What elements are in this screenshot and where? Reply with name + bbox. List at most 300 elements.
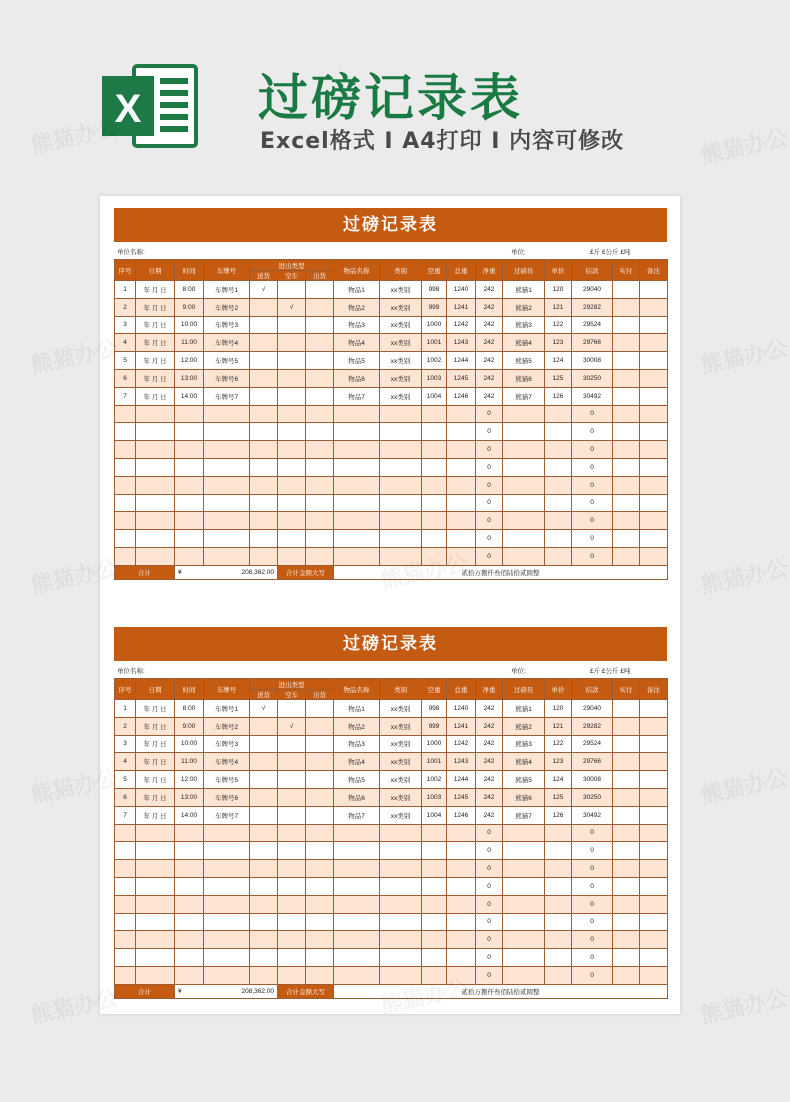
cell-category[interactable]: xx类别 (380, 788, 422, 806)
cell-date[interactable] (136, 966, 175, 984)
cell-price[interactable]: 126 (545, 806, 572, 824)
cell-tare[interactable]: 1000 (422, 735, 447, 753)
cell-empty[interactable] (278, 913, 306, 931)
cell-price[interactable] (545, 842, 572, 860)
cell-empty[interactable] (278, 369, 306, 387)
cell-weigher[interactable]: 熊猫4 (503, 753, 545, 771)
cell-date[interactable] (136, 405, 175, 423)
cell-out[interactable] (306, 735, 334, 753)
cell-empty[interactable] (278, 824, 306, 842)
cell-weigher[interactable] (503, 895, 545, 913)
cell-category[interactable]: xx类别 (380, 753, 422, 771)
cell-tare[interactable] (422, 966, 447, 984)
cell-category[interactable] (380, 441, 422, 459)
cell-plate[interactable]: 车牌号3 (204, 735, 250, 753)
cell-date[interactable] (136, 547, 175, 565)
cell-weigher[interactable] (503, 913, 545, 931)
cell-note[interactable] (640, 512, 668, 530)
cell-date[interactable] (136, 860, 175, 878)
cell-note[interactable] (640, 717, 668, 735)
cell-out[interactable] (306, 931, 334, 949)
cell-item[interactable] (334, 949, 380, 967)
cell-weigher[interactable]: 熊猫6 (503, 369, 545, 387)
cell-price[interactable]: 124 (545, 352, 572, 370)
cell-send[interactable] (250, 931, 278, 949)
cell-date[interactable] (136, 512, 175, 530)
cell-item[interactable] (334, 476, 380, 494)
cell-gross[interactable]: 1244 (447, 771, 476, 789)
total-amount[interactable]: 208,362.00 (204, 565, 278, 579)
cell-plate[interactable]: 车牌号6 (204, 369, 250, 387)
cell-gross[interactable]: 1245 (447, 788, 476, 806)
cell-note[interactable] (640, 547, 668, 565)
cell-weigher[interactable]: 熊猫5 (503, 352, 545, 370)
cell-gross[interactable] (447, 458, 476, 476)
cell-date[interactable] (136, 458, 175, 476)
cell-price[interactable]: 124 (545, 771, 572, 789)
cell-time[interactable] (175, 547, 204, 565)
cell-note[interactable] (640, 494, 668, 512)
cell-price[interactable]: 125 (545, 788, 572, 806)
cell-weigher[interactable]: 熊猫4 (503, 334, 545, 352)
amount-in-words-value[interactable]: 贰拾万捌仟叁佰陆拾贰圆整 (334, 565, 668, 579)
cell-gross[interactable]: 1243 (447, 753, 476, 771)
cell-gross[interactable] (447, 895, 476, 913)
cell-tare[interactable] (422, 895, 447, 913)
cell-item[interactable]: 物品7 (334, 387, 380, 405)
cell-item[interactable]: 物品5 (334, 771, 380, 789)
cell-price[interactable]: 122 (545, 735, 572, 753)
cell-empty[interactable] (278, 476, 306, 494)
cell-plate[interactable] (204, 931, 250, 949)
cell-plate[interactable] (204, 476, 250, 494)
cell-note[interactable] (640, 931, 668, 949)
cell-plate[interactable] (204, 512, 250, 530)
cell-time[interactable] (175, 913, 204, 931)
cell-item[interactable] (334, 895, 380, 913)
cell-tare[interactable] (422, 458, 447, 476)
cell-time[interactable]: 13:00 (175, 788, 204, 806)
cell-note[interactable] (640, 788, 668, 806)
cell-plate[interactable] (204, 458, 250, 476)
cell-item[interactable] (334, 966, 380, 984)
cell-price[interactable]: 122 (545, 316, 572, 334)
cell-category[interactable]: xx类别 (380, 352, 422, 370)
cell-plate[interactable] (204, 895, 250, 913)
cell-category[interactable] (380, 512, 422, 530)
cell-gross[interactable] (447, 405, 476, 423)
cell-time[interactable] (175, 895, 204, 913)
cell-out[interactable] (306, 700, 334, 718)
cell-actual[interactable] (613, 931, 640, 949)
cell-date[interactable] (136, 913, 175, 931)
cell-note[interactable] (640, 405, 668, 423)
cell-empty[interactable] (278, 316, 306, 334)
cell-empty[interactable] (278, 771, 306, 789)
cell-out[interactable] (306, 530, 334, 548)
cell-item[interactable] (334, 824, 380, 842)
cell-weigher[interactable] (503, 512, 545, 530)
cell-out[interactable] (306, 788, 334, 806)
cell-tare[interactable] (422, 476, 447, 494)
cell-gross[interactable]: 1241 (447, 298, 476, 316)
cell-plate[interactable]: 车牌号6 (204, 788, 250, 806)
cell-category[interactable]: xx类别 (380, 334, 422, 352)
cell-out[interactable] (306, 512, 334, 530)
cell-send[interactable] (250, 860, 278, 878)
cell-out[interactable] (306, 717, 334, 735)
cell-gross[interactable]: 1246 (447, 387, 476, 405)
cell-time[interactable]: 12:00 (175, 352, 204, 370)
cell-note[interactable] (640, 895, 668, 913)
cell-price[interactable] (545, 966, 572, 984)
cell-tare[interactable] (422, 405, 447, 423)
cell-empty[interactable] (278, 788, 306, 806)
cell-price[interactable] (545, 877, 572, 895)
cell-price[interactable] (545, 512, 572, 530)
cell-price[interactable]: 123 (545, 334, 572, 352)
cell-actual[interactable] (613, 352, 640, 370)
cell-actual[interactable] (613, 877, 640, 895)
cell-item[interactable]: 物品1 (334, 281, 380, 299)
cell-weigher[interactable]: 熊猫6 (503, 788, 545, 806)
cell-actual[interactable] (613, 476, 640, 494)
cell-date[interactable] (136, 895, 175, 913)
cell-empty[interactable] (278, 735, 306, 753)
cell-item[interactable] (334, 931, 380, 949)
cell-item[interactable]: 物品5 (334, 352, 380, 370)
cell-send[interactable] (250, 966, 278, 984)
cell-note[interactable] (640, 771, 668, 789)
cell-send[interactable] (250, 530, 278, 548)
cell-send[interactable] (250, 298, 278, 316)
cell-item[interactable] (334, 405, 380, 423)
cell-out[interactable] (306, 494, 334, 512)
cell-weigher[interactable] (503, 458, 545, 476)
cell-empty[interactable]: √ (278, 717, 306, 735)
cell-empty[interactable] (278, 494, 306, 512)
cell-item[interactable] (334, 423, 380, 441)
cell-item[interactable] (334, 547, 380, 565)
cell-weigher[interactable]: 熊猫2 (503, 717, 545, 735)
cell-time[interactable]: 10:00 (175, 735, 204, 753)
cell-plate[interactable] (204, 530, 250, 548)
cell-out[interactable] (306, 913, 334, 931)
cell-category[interactable]: xx类别 (380, 316, 422, 334)
cell-note[interactable] (640, 806, 668, 824)
cell-tare[interactable]: 1001 (422, 753, 447, 771)
cell-weigher[interactable] (503, 949, 545, 967)
cell-item[interactable]: 物品2 (334, 298, 380, 316)
cell-send[interactable] (250, 316, 278, 334)
cell-item[interactable]: 物品2 (334, 717, 380, 735)
cell-item[interactable]: 物品1 (334, 700, 380, 718)
cell-gross[interactable] (447, 423, 476, 441)
cell-time[interactable]: 10:00 (175, 316, 204, 334)
cell-note[interactable] (640, 913, 668, 931)
cell-actual[interactable] (613, 824, 640, 842)
cell-gross[interactable]: 1240 (447, 281, 476, 299)
cell-price[interactable]: 123 (545, 753, 572, 771)
cell-item[interactable]: 物品3 (334, 735, 380, 753)
cell-out[interactable] (306, 405, 334, 423)
cell-weigher[interactable] (503, 423, 545, 441)
cell-price[interactable] (545, 494, 572, 512)
cell-empty[interactable] (278, 949, 306, 967)
cell-note[interactable] (640, 877, 668, 895)
cell-send[interactable] (250, 895, 278, 913)
cell-price[interactable]: 120 (545, 700, 572, 718)
cell-time[interactable]: 12:00 (175, 771, 204, 789)
cell-note[interactable] (640, 700, 668, 718)
cell-gross[interactable] (447, 530, 476, 548)
cell-tare[interactable]: 1000 (422, 316, 447, 334)
cell-date[interactable]: 年 月 日 (136, 352, 175, 370)
cell-actual[interactable] (613, 530, 640, 548)
cell-weigher[interactable]: 熊猫3 (503, 735, 545, 753)
cell-time[interactable] (175, 931, 204, 949)
cell-empty[interactable] (278, 458, 306, 476)
cell-tare[interactable] (422, 913, 447, 931)
cell-out[interactable] (306, 895, 334, 913)
cell-send[interactable] (250, 476, 278, 494)
cell-weigher[interactable] (503, 405, 545, 423)
cell-time[interactable]: 9:00 (175, 717, 204, 735)
cell-date[interactable] (136, 931, 175, 949)
cell-weigher[interactable] (503, 860, 545, 878)
cell-plate[interactable] (204, 824, 250, 842)
cell-actual[interactable] (613, 387, 640, 405)
cell-plate[interactable] (204, 877, 250, 895)
cell-plate[interactable]: 车牌号5 (204, 771, 250, 789)
cell-category[interactable] (380, 931, 422, 949)
cell-send[interactable] (250, 405, 278, 423)
cell-send[interactable] (250, 512, 278, 530)
cell-time[interactable]: 8:00 (175, 281, 204, 299)
cell-send[interactable] (250, 877, 278, 895)
cell-category[interactable]: xx类别 (380, 771, 422, 789)
cell-note[interactable] (640, 966, 668, 984)
cell-tare[interactable]: 1001 (422, 334, 447, 352)
cell-send[interactable] (250, 949, 278, 967)
cell-time[interactable] (175, 530, 204, 548)
cell-out[interactable] (306, 966, 334, 984)
cell-date[interactable]: 年 月 日 (136, 788, 175, 806)
cell-time[interactable]: 9:00 (175, 298, 204, 316)
cell-send[interactable] (250, 547, 278, 565)
cell-out[interactable] (306, 441, 334, 459)
cell-send[interactable] (250, 735, 278, 753)
cell-weigher[interactable]: 熊猫1 (503, 281, 545, 299)
cell-out[interactable] (306, 298, 334, 316)
cell-price[interactable] (545, 913, 572, 931)
cell-time[interactable]: 14:00 (175, 806, 204, 824)
cell-tare[interactable]: 1004 (422, 387, 447, 405)
cell-note[interactable] (640, 476, 668, 494)
cell-category[interactable] (380, 423, 422, 441)
cell-price[interactable] (545, 423, 572, 441)
cell-tare[interactable] (422, 530, 447, 548)
cell-weigher[interactable] (503, 877, 545, 895)
cell-send[interactable] (250, 441, 278, 459)
cell-out[interactable] (306, 423, 334, 441)
cell-gross[interactable]: 1242 (447, 735, 476, 753)
cell-out[interactable] (306, 334, 334, 352)
cell-price[interactable]: 120 (545, 281, 572, 299)
cell-empty[interactable] (278, 547, 306, 565)
cell-category[interactable]: xx类别 (380, 387, 422, 405)
cell-plate[interactable]: 车牌号3 (204, 316, 250, 334)
cell-price[interactable]: 125 (545, 369, 572, 387)
cell-out[interactable] (306, 281, 334, 299)
cell-gross[interactable] (447, 512, 476, 530)
cell-empty[interactable] (278, 405, 306, 423)
cell-date[interactable]: 年 月 日 (136, 316, 175, 334)
cell-category[interactable] (380, 824, 422, 842)
cell-item[interactable] (334, 512, 380, 530)
cell-send[interactable] (250, 753, 278, 771)
cell-item[interactable]: 物品4 (334, 753, 380, 771)
cell-time[interactable]: 11:00 (175, 753, 204, 771)
cell-weigher[interactable] (503, 547, 545, 565)
cell-actual[interactable] (613, 966, 640, 984)
cell-actual[interactable] (613, 788, 640, 806)
cell-time[interactable] (175, 949, 204, 967)
cell-category[interactable]: xx类别 (380, 735, 422, 753)
cell-gross[interactable] (447, 824, 476, 842)
cell-send[interactable] (250, 387, 278, 405)
cell-date[interactable]: 年 月 日 (136, 369, 175, 387)
cell-date[interactable] (136, 441, 175, 459)
cell-weigher[interactable]: 熊猫7 (503, 806, 545, 824)
cell-actual[interactable] (613, 281, 640, 299)
cell-plate[interactable]: 车牌号4 (204, 753, 250, 771)
cell-send[interactable] (250, 369, 278, 387)
cell-send[interactable] (250, 423, 278, 441)
cell-note[interactable] (640, 352, 668, 370)
cell-gross[interactable]: 1243 (447, 334, 476, 352)
cell-note[interactable] (640, 441, 668, 459)
cell-category[interactable]: xx类别 (380, 806, 422, 824)
cell-price[interactable] (545, 476, 572, 494)
cell-weigher[interactable] (503, 931, 545, 949)
cell-tare[interactable] (422, 877, 447, 895)
cell-empty[interactable] (278, 806, 306, 824)
cell-plate[interactable] (204, 949, 250, 967)
cell-tare[interactable] (422, 441, 447, 459)
cell-date[interactable] (136, 423, 175, 441)
cell-actual[interactable] (613, 298, 640, 316)
cell-gross[interactable] (447, 966, 476, 984)
cell-category[interactable] (380, 860, 422, 878)
cell-date[interactable]: 年 月 日 (136, 387, 175, 405)
cell-time[interactable]: 8:00 (175, 700, 204, 718)
cell-weigher[interactable]: 熊猫1 (503, 700, 545, 718)
cell-time[interactable] (175, 877, 204, 895)
cell-actual[interactable] (613, 771, 640, 789)
cell-weigher[interactable]: 熊猫3 (503, 316, 545, 334)
cell-weigher[interactable] (503, 476, 545, 494)
cell-out[interactable] (306, 771, 334, 789)
cell-empty[interactable] (278, 700, 306, 718)
cell-send[interactable] (250, 352, 278, 370)
cell-item[interactable]: 物品7 (334, 806, 380, 824)
cell-tare[interactable]: 998 (422, 700, 447, 718)
cell-price[interactable] (545, 949, 572, 967)
cell-date[interactable] (136, 530, 175, 548)
cell-plate[interactable] (204, 494, 250, 512)
cell-weigher[interactable] (503, 441, 545, 459)
cell-item[interactable]: 物品3 (334, 316, 380, 334)
cell-gross[interactable] (447, 913, 476, 931)
cell-category[interactable] (380, 476, 422, 494)
cell-weigher[interactable]: 熊猫7 (503, 387, 545, 405)
cell-price[interactable]: 121 (545, 298, 572, 316)
cell-category[interactable]: xx类别 (380, 700, 422, 718)
cell-actual[interactable] (613, 842, 640, 860)
cell-tare[interactable] (422, 949, 447, 967)
cell-tare[interactable] (422, 494, 447, 512)
cell-item[interactable]: 物品6 (334, 369, 380, 387)
cell-empty[interactable] (278, 352, 306, 370)
cell-weigher[interactable] (503, 966, 545, 984)
cell-gross[interactable] (447, 931, 476, 949)
cell-send[interactable]: √ (250, 281, 278, 299)
cell-note[interactable] (640, 458, 668, 476)
cell-actual[interactable] (613, 369, 640, 387)
cell-actual[interactable] (613, 717, 640, 735)
cell-out[interactable] (306, 547, 334, 565)
cell-gross[interactable]: 1240 (447, 700, 476, 718)
cell-out[interactable] (306, 877, 334, 895)
cell-item[interactable] (334, 458, 380, 476)
cell-empty[interactable] (278, 441, 306, 459)
cell-plate[interactable] (204, 966, 250, 984)
cell-date[interactable] (136, 824, 175, 842)
cell-plate[interactable]: 车牌号2 (204, 717, 250, 735)
cell-out[interactable] (306, 860, 334, 878)
cell-gross[interactable] (447, 494, 476, 512)
cell-out[interactable] (306, 824, 334, 842)
cell-out[interactable] (306, 949, 334, 967)
cell-actual[interactable] (613, 735, 640, 753)
cell-note[interactable] (640, 387, 668, 405)
cell-actual[interactable] (613, 512, 640, 530)
cell-actual[interactable] (613, 316, 640, 334)
cell-date[interactable]: 年 月 日 (136, 753, 175, 771)
cell-empty[interactable] (278, 281, 306, 299)
cell-empty[interactable] (278, 387, 306, 405)
cell-date[interactable]: 年 月 日 (136, 334, 175, 352)
cell-note[interactable] (640, 334, 668, 352)
cell-tare[interactable]: 1003 (422, 788, 447, 806)
cell-category[interactable] (380, 405, 422, 423)
cell-category[interactable] (380, 966, 422, 984)
cell-tare[interactable] (422, 547, 447, 565)
cell-price[interactable] (545, 895, 572, 913)
cell-empty[interactable] (278, 530, 306, 548)
cell-time[interactable] (175, 476, 204, 494)
cell-send[interactable] (250, 771, 278, 789)
cell-gross[interactable] (447, 547, 476, 565)
cell-send[interactable] (250, 913, 278, 931)
cell-gross[interactable] (447, 441, 476, 459)
cell-time[interactable]: 11:00 (175, 334, 204, 352)
cell-category[interactable] (380, 458, 422, 476)
cell-time[interactable] (175, 494, 204, 512)
cell-item[interactable] (334, 860, 380, 878)
cell-price[interactable] (545, 530, 572, 548)
